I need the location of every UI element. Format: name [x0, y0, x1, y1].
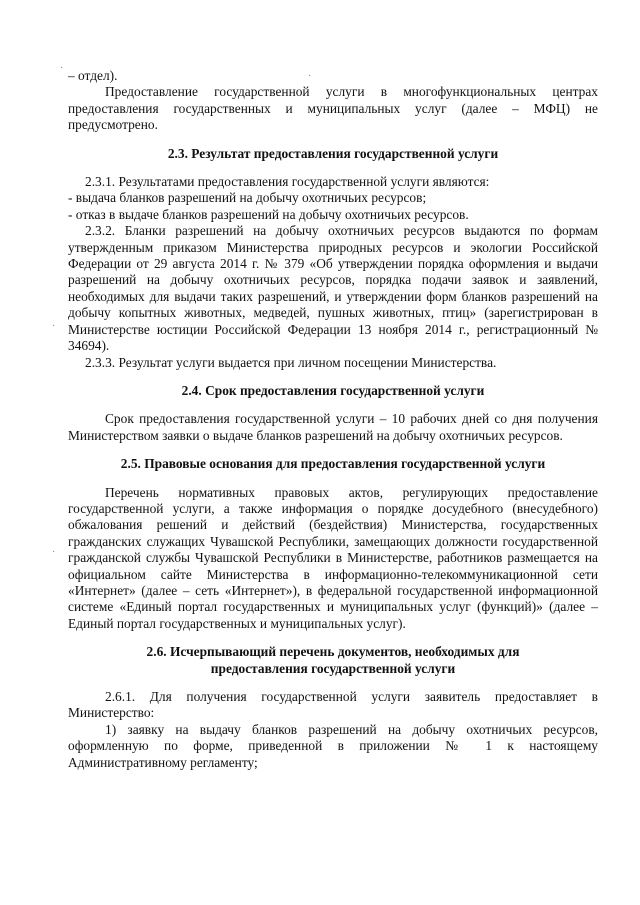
section-2-6-item-1: 1) заявку на выдачу бланков разрешений на добычу охотничьих ресурсов, оформленную по форме, приведенной в приложении № 1 к настоящему Административному регламенту; — [68, 721, 598, 770]
section-2-6-heading-line2: предоставления государственной услуги — [210, 660, 456, 676]
document-page — [68, 68, 598, 771]
scan-mark-middle: · — [52, 321, 56, 332]
section-2-4-paragraph: Срок предоставления государственной услуги – 10 рабочих дней со дня получения Министерством заявки о выдаче бланков разрешений на добычу охотничьих ресурсов. — [68, 411, 598, 443]
scan-mark-top: · — [60, 63, 64, 74]
result-item-refusal: - отказ в выдаче бланков разрешений на добычу охотничьих ресурсов. — [68, 206, 469, 222]
result-item-issue: - выдача бланков разрешений на добычу охотничьих ресурсов; — [68, 190, 427, 206]
section-2-3-3: 2.3.3. Результат услуги выдается при личном посещении Министерства. — [85, 354, 497, 370]
section-2-5-paragraph: Перечень нормативных правовых актов, регулирующих предоставление государственной услуги, а также информация о порядке досудебного (внесудебного) обжалования решений и действий (бездействия) Министерства, государственных гражданских служащих Чувашской Республики, замещающих должности государственной гражданской службы Чувашской Республики в Министерстве, работников размещается на официальном сайте Министерства в информационно-телекоммуникационной сети «Интернет» (далее – сеть «Интернет»), в федеральной государственной информационной системе «Единый портал государственных и муниципальных услуг (функций)» (далее – Единый портал государственных и муниципальных услуг). — [68, 484, 598, 631]
scan-mark-center: · — [308, 71, 312, 82]
scan-mark-lower: · — [52, 547, 56, 558]
section-2-5-heading: 2.5. Правовые основания для предоставления государственной услуги — [120, 456, 546, 472]
section-2-3-1: 2.3.1. Результатами предоставления государственной услуги являются: — [85, 174, 490, 190]
section-2-6-heading-line1: 2.6. Исчерпывающий перечень документов, необходимых для — [146, 644, 520, 660]
continuation-line: – отдел). — [68, 68, 118, 83]
section-2-3-2: 2.3.2. Бланки разрешений на добычу охотничьих ресурсов выдаются по формам утвержденным приказом Министерства природных ресурсов и экологии Российской Федерации от 29 августа 2014 г. № 379 «Об утверждении порядка оформления и выдачи разрешений на добычу охотничьих ресурсов, порядка подачи заявок и заявлений, необходимых для выдачи таких разрешений, и утверждении форм бланков разрешений на добычу копытных животных, медведей, пушных животных, птиц» (зарегистрирован в Министерстве юстиции Российской Федерации 13 ноября 2014 г., регистрационный № 34694). — [68, 223, 598, 354]
section-2-6-1: 2.6.1. Для получения государственной услуги заявитель предоставляет в Министерство: — [68, 689, 598, 721]
mfc-paragraph: Предоставление государственной услуги в многофункциональных центрах предоставления государственных и муниципальных услуг (далее – МФЦ) не предусмотрено. — [68, 84, 598, 133]
section-2-4-heading: 2.4. Срок предоставления государственной услуги — [181, 382, 485, 398]
section-2-6-heading — [68, 644, 598, 677]
section-2-3-heading: 2.3. Результат предоставления государственной услуги — [167, 145, 499, 161]
